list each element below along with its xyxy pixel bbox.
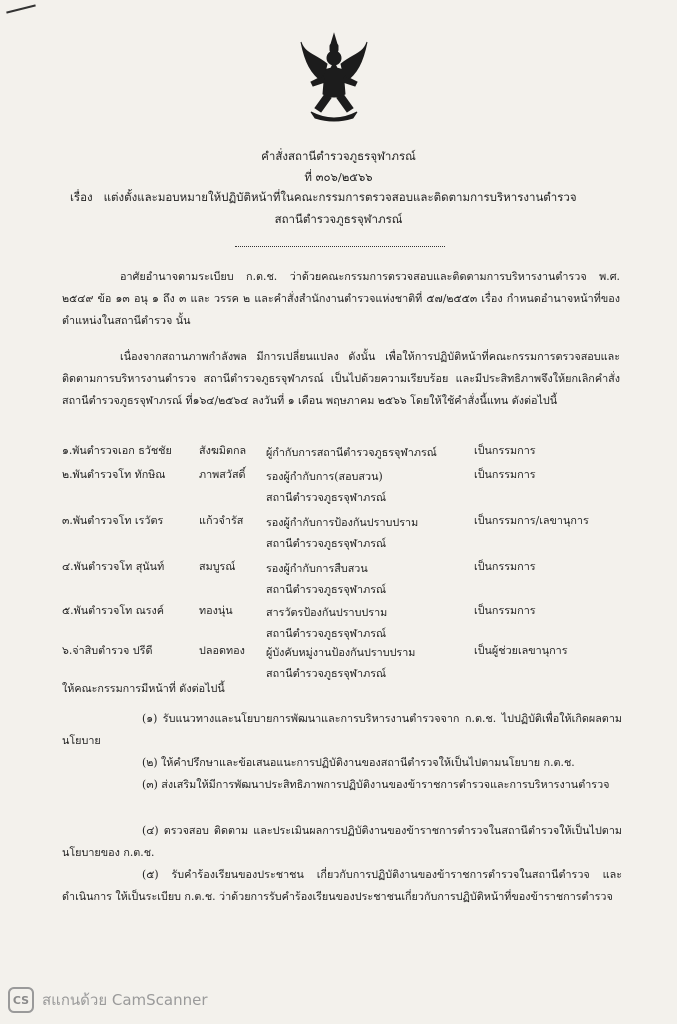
- subject-line-2: สถานีตำรวจภูธรจุฬาภรณ์: [274, 212, 403, 226]
- garuda-emblem-icon: [297, 32, 371, 124]
- camscanner-watermark: [8, 986, 208, 1014]
- member-role: เป็นผู้ช่วยเลขานุการ: [474, 644, 568, 657]
- member-name: ๑.พันตำรวจเอก ธวัชชัย: [62, 444, 172, 457]
- member-position: ผู้กำกับการสถานีตำรวจภูธรจุฬาภรณ์: [266, 446, 437, 459]
- member-surname: ปลอดทอง: [199, 644, 245, 657]
- reason-paragraph: เนื่องจากสถานภาพกำลังพล มีการเปลี่ยนแปลง ดังนั้น เพื่อให้การปฏิบัติหน้าที่คณะกรรมการตรวจสอบและติดตามการบริหารงานตำรวจ สถานีตำรวจภูธรจุฬาภรณ์ เป็นไปด้วยความเรียบร้อย และมีประสิทธิภาพจึงให้ยกเลิกคำสั่งสถานีตำรวจภูธรจุฬาภรณ์ ที่๑๖๔/๒๕๖๔ ลงวันที่ ๑ เดือน พฤษภาคม ๒๕๖๖ โดยให้ใช้คำสั่งนี้แทน ดังต่อไปนี้: [62, 350, 620, 407]
- member-surname: สังฆมิตกล: [199, 444, 247, 457]
- member-surname: ทองนุ่น: [199, 604, 233, 617]
- subject-label: เรื่อง: [70, 190, 93, 204]
- member-position: [266, 602, 387, 644]
- member-position: [266, 512, 418, 554]
- member-surname: สมบูรณ์: [199, 560, 236, 573]
- duty-item: (๓) ส่งเสริมให้มีการพัฒนาประสิทธิภาพการปฏิบัติงานของข้าราชการตำรวจและการบริหารงานตำรวจ: [142, 778, 610, 791]
- member-position: [266, 642, 415, 684]
- member-position: [266, 558, 386, 600]
- member-name: ๖.จ่าสิบตำรวจ ปรีดี: [62, 644, 153, 657]
- member-name: ๒.พันตำรวจโท ทักษิณ: [62, 468, 166, 481]
- member-name: ๔.พันตำรวจโท สุนันท์: [62, 560, 165, 573]
- member-position-line1: รองผู้กำกับการ(สอบสวน): [266, 470, 383, 483]
- member-position-line2: สถานีตำรวจภูธรจุฬาภรณ์: [266, 537, 387, 550]
- divider: [235, 246, 445, 247]
- duties-intro: ให้คณะกรรมการมีหน้าที่ ดังต่อไปนี้: [62, 682, 225, 695]
- member-role: เป็นกรรมการ: [474, 468, 536, 481]
- duty-item: (๕) รับคำร้องเรียนของประชาชน เกี่ยวกับการปฏิบัติงานของข้าราชการตำรวจในสถานีตำรวจ และดำเนินการ ให้เป็นระเบียบ ก.ต.ช. ว่าด้วยการรับคำร้องเรียนของประชาชนเกี่ยวกับการปฏิบัติหน้าที่ของข้าราชการตำรวจ: [62, 868, 622, 903]
- member-position-line2: สถานีตำรวจภูธรจุฬาภรณ์: [266, 627, 387, 640]
- member-position-line1: สารวัตรป้องกันปราบปราม: [266, 606, 388, 619]
- order-number: ที่ ๓๐๖/๒๕๖๖: [304, 170, 373, 184]
- camscanner-logo: CS: [8, 987, 34, 1013]
- duty-item: (๒) ให้คำปรึกษาและข้อเสนอแนะการปฏิบัติงานของสถานีตำรวจให้เป็นไปตามนโยบาย ก.ต.ช.: [142, 756, 575, 769]
- member-name: ๓.พันตำรวจโท เรวัตร: [62, 514, 164, 527]
- member-position-line1: ผู้บังคับหมู่งานป้องกันปราบปราม: [266, 646, 416, 659]
- member-role: เป็นกรรมการ: [474, 444, 536, 457]
- member-role: เป็นกรรมการ: [474, 560, 536, 573]
- member-position-line2: สถานีตำรวจภูธรจุฬาภรณ์: [266, 491, 387, 504]
- pen-mark: [6, 4, 36, 13]
- duty-item: (๑) รับแนวทางและนโยบายการพัฒนาและการบริหารงานตำรวจจาก ก.ต.ช. ไปปฏิบัติเพื่อให้เกิดผลตามนโยบาย: [62, 712, 622, 747]
- member-position: [266, 466, 386, 508]
- member-position-line2: สถานีตำรวจภูธรจุฬาภรณ์: [266, 667, 387, 680]
- subject-line: [70, 189, 630, 207]
- member-name: ๕.พันตำรวจโท ณรงค์: [62, 604, 165, 617]
- order-title: คำสั่งสถานีตำรวจภูธรจุฬาภรณ์: [261, 149, 416, 163]
- member-position-line2: สถานีตำรวจภูธรจุฬาภรณ์: [266, 583, 387, 596]
- member-position-line1: รองผู้กำกับการป้องกันปราบปราม: [266, 516, 419, 529]
- member-role: เป็นกรรมการ: [474, 604, 536, 617]
- subject-text: แต่งตั้งและมอบหมายให้ปฏิบัติหน้าที่ในคณะกรรมการตรวจสอบและติดตามการบริหารงานตำรวจ: [103, 190, 577, 204]
- member-surname: ภาพสวัสดิ์: [199, 468, 246, 481]
- duty-item: (๔) ตรวจสอบ ติดตาม และประเมินผลการปฏิบัติงานของข้าราชการตำรวจในสถานีตำรวจให้เป็นไปตามนโยบายของ ก.ต.ช.: [62, 824, 622, 859]
- watermark-text: สแกนด้วย CamScanner: [42, 991, 208, 1009]
- member-surname: แก้วจำรัส: [199, 514, 244, 527]
- authority-paragraph: อาศัยอำนาจตามระเบียบ ก.ต.ช. ว่าด้วยคณะกรรมการตรวจสอบและติดตามการบริหารงานตำรวจ พ.ศ. ๒๕๔๙ ข้อ ๑๓ อนุ ๑ ถึง ๓ และ วรรค ๒ และคำสั่งสำนักงานตำรวจแห่งชาติที่ ๕๗/๒๕๕๓ เรื่อง กำหนดอำนาจหน้าที่ของตำแหน่งในสถานีตำรวจ นั้น: [62, 270, 620, 327]
- member-role: เป็นกรรมการ/เลขานุการ: [474, 514, 589, 527]
- member-position-line1: รองผู้กำกับการสืบสวน: [266, 562, 368, 575]
